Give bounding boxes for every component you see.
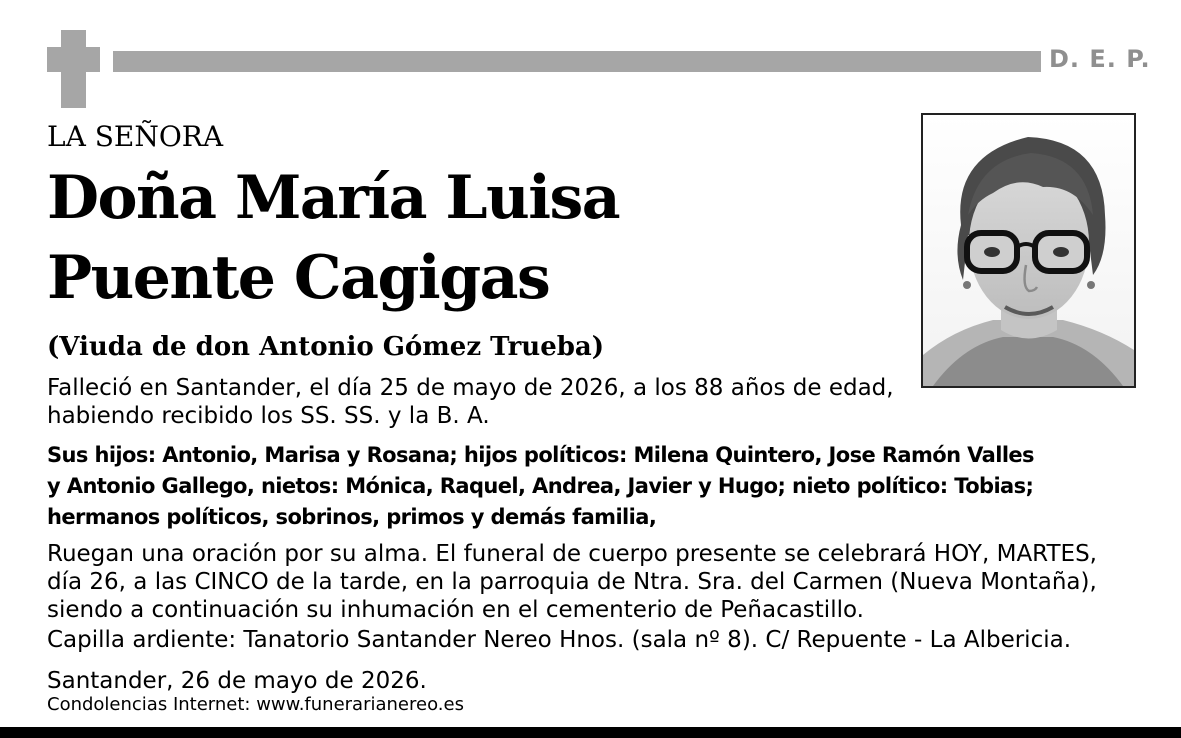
- funeral-paragraph: [47, 540, 1097, 624]
- funeral-line: día 26, a las CINCO de la tarde, en la parroquia de Ntra. Sra. del Carmen (Nueva Montaña),: [47, 569, 1097, 595]
- funeral-line: Ruegan una oración por su alma. El funeral de cuerpo presente se celebrará HOY, MARTES,: [47, 541, 1097, 567]
- family-line: y Antonio Gallego, nietos: Mónica, Raquel, Andrea, Javier y Hugo; nieto político: Tobias;: [47, 474, 1034, 498]
- funeral-line: siendo a continuación su inhumación en el cementerio de Peñacastillo.: [47, 597, 864, 623]
- family-line: Sus hijos: Antonio, Marisa y Rosana; hijos políticos: Milena Quintero, Jose Ramón Valles: [47, 443, 1034, 467]
- family-paragraph: [47, 440, 1034, 533]
- death-notice-line: Falleció en Santander, el día 25 de mayo de 2026, a los 88 años de edad,: [47, 375, 894, 401]
- deceased-name-line2: Puente Cagigas: [47, 243, 550, 313]
- death-notice-paragraph: [47, 374, 894, 430]
- condolences-line: Condolencias Internet: www.funerarianereo.es: [47, 694, 464, 715]
- portrait-image: [923, 115, 1134, 386]
- family-line: hermanos políticos, sobrinos, primos y demás familia,: [47, 505, 657, 529]
- death-notice-line: habiendo recibido los SS. SS. y la B. A.: [47, 403, 490, 429]
- header-rule: [113, 51, 1041, 72]
- cross-icon-bar: [47, 47, 100, 72]
- footer-rule: [0, 727, 1181, 738]
- date-line: Santander, 26 de mayo de 2026.: [47, 668, 427, 694]
- honorific-label: LA SEÑORA: [47, 120, 224, 153]
- deceased-name-line1: Doña María Luisa: [47, 163, 620, 233]
- portrait-photo: [921, 113, 1136, 388]
- dep-label: D. E. P.: [1049, 45, 1151, 73]
- chapel-line: Capilla ardiente: Tanatorio Santander Nereo Hnos. (sala nº 8). C/ Repuente - La Albericia.: [47, 627, 1072, 653]
- widow-of-line: (Viuda de don Antonio Gómez Trueba): [47, 332, 605, 362]
